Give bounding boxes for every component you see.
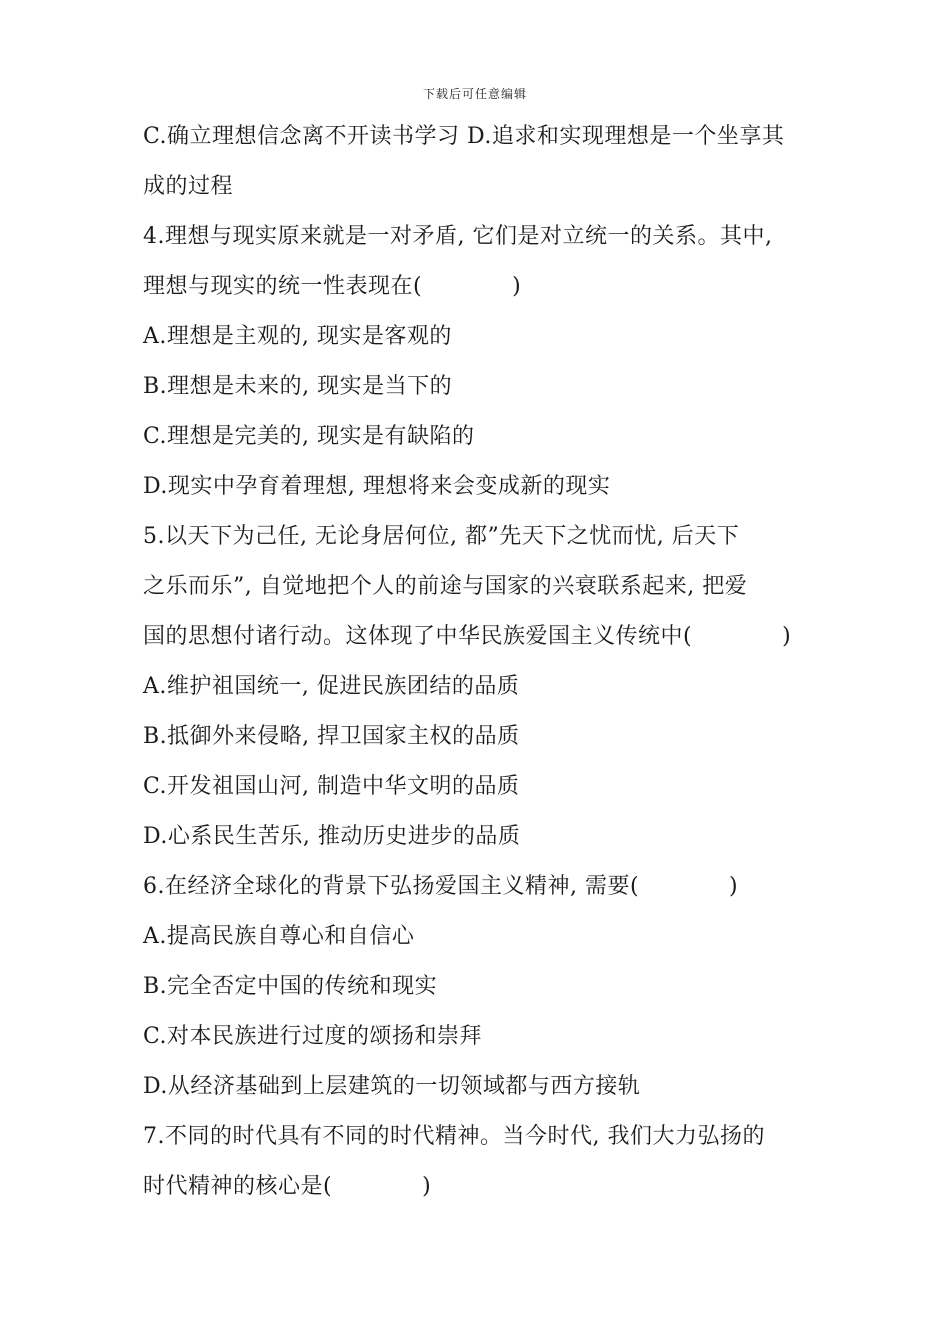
document-body [143, 112, 823, 1212]
question-6-stem: 6.在经济全球化的背景下弘扬爱国主义精神, 需要( ) [143, 874, 739, 899]
question-5-stem: 5.以天下为己任, 无论身居何位, 都”先天下之忧而忧, 后天下 [143, 524, 740, 549]
text-line-option-d-q3-cont: 成的过程 [143, 174, 234, 199]
question-4-option-d: D.现实中孕育着理想, 理想将来会变成新的现实 [143, 474, 611, 499]
page-header-note: 下载后可任意编辑 [422, 87, 527, 101]
question-5-option-c: C.开发祖国山河, 制造中华文明的品质 [143, 774, 520, 799]
question-5-option-a: A.维护祖国统一, 促进民族团结的品质 [143, 674, 520, 699]
question-4-option-b: B.理想是未来的, 现实是当下的 [143, 374, 453, 399]
question-6-option-b: B.完全否定中国的传统和现实 [143, 974, 438, 999]
question-4-stem-cont: 理想与现实的统一性表现在( ) [143, 274, 522, 299]
question-4-stem: 4.理想与现实原来就是一对矛盾, 它们是对立统一的关系。其中, [143, 224, 773, 249]
question-5-option-b: B.抵御外来侵略, 捍卫国家主权的品质 [143, 724, 520, 749]
question-6-option-a: A.提高民族自尊心和自信心 [143, 924, 415, 949]
question-7-stem-cont: 时代精神的核心是( ) [143, 1174, 432, 1199]
question-5-option-d: D.心系民生苦乐, 推动历史进步的品质 [143, 824, 521, 849]
question-6-option-d: D.从经济基础到上层建筑的一切领域都与西方接轨 [143, 1074, 641, 1099]
question-6-option-c: C.对本民族进行过度的颂扬和崇拜 [143, 1024, 483, 1049]
question-5-stem-cont-1: 之乐而乐”, 自觉地把个人的前途与国家的兴衰联系起来, 把爱 [143, 574, 748, 599]
question-4-option-a: A.理想是主观的, 现实是客观的 [143, 324, 452, 349]
text-line-option-c-q3: C.确立理想信念离不开读书学习 D.追求和实现理想是一个坐享其 [143, 124, 785, 149]
question-5-stem-cont-2: 国的思想付诸行动。这体现了中华民族爱国主义传统中( ) [143, 624, 792, 649]
question-7-stem: 7.不同的时代具有不同的时代精神。当今时代, 我们大力弘扬的 [143, 1124, 765, 1149]
question-4-option-c: C.理想是完美的, 现实是有缺陷的 [143, 424, 475, 449]
